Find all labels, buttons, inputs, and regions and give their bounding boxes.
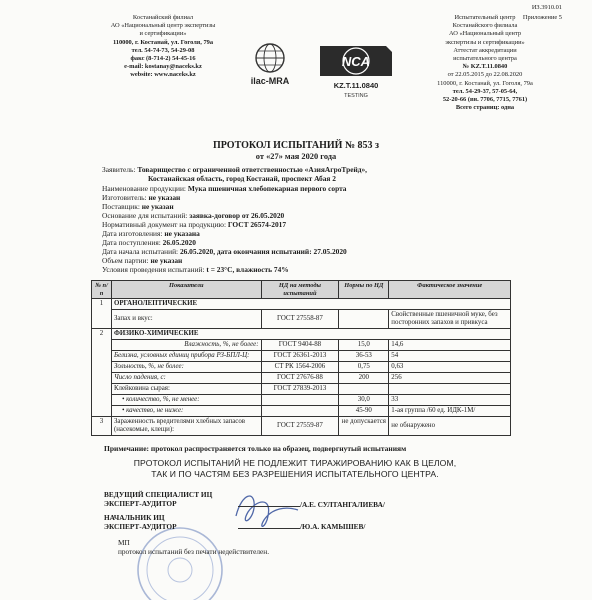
header-line: № KZ.T.11.0840 xyxy=(462,63,508,71)
indicator-name: Запах и вкус: xyxy=(111,310,261,329)
method-standard: СТ РК 1564-2006 xyxy=(261,362,339,373)
signer-1-role xyxy=(104,490,254,508)
field-value: не указана xyxy=(164,229,200,238)
indicator-name: Зольность, %, не более: xyxy=(111,362,261,373)
section-title: ФИЗИКО-ХИМИЧЕСКИЕ xyxy=(111,329,510,340)
signer-role-line: ВЕДУЩИЙ СПЕЦИАЛИСТ ИЦ xyxy=(104,490,213,499)
column-header: НД на методы испытаний xyxy=(261,281,339,299)
actual-value: 33 xyxy=(389,395,511,406)
table-row xyxy=(92,340,511,351)
signer-2-name: /Ю.А. КАМЫШЕВ/ xyxy=(300,522,366,531)
header-line: тел. 54-74-73, 54-29-08 xyxy=(131,46,195,54)
method-standard: ГОСТ 26361-2013 xyxy=(261,351,339,362)
method-standard: ГОСТ 27676-88 xyxy=(261,373,339,384)
column-header: Нормы по НД xyxy=(339,281,389,299)
table-header-row xyxy=(92,281,511,299)
table-row xyxy=(92,384,511,395)
actual-value: Свойственные пшеничной муке, без посторонних запахов и привкуса xyxy=(389,310,511,329)
norm-value: 30,0 xyxy=(339,395,389,406)
header-line: от 22.05.2015 до 22.08.2020 xyxy=(447,71,523,79)
header-line: 110000, г. Костанай, ул. Гоголя, 79а xyxy=(112,38,214,46)
section-number: 3 xyxy=(92,417,112,436)
page-count: Всего страниц: одна xyxy=(455,104,515,112)
actual-value: 256 xyxy=(389,373,511,384)
field-value: ГОСТ 26574-2017 xyxy=(227,220,287,229)
field-value: Товарищество с ограниченной ответственностью «АзияАгроТрейд», xyxy=(137,165,368,174)
actual-value: 14,6 xyxy=(389,340,511,351)
table-row xyxy=(92,406,511,417)
indicator-name: Число падения, с: xyxy=(111,373,261,384)
field-value: t = 23°С, влажность 74% xyxy=(206,265,289,274)
table-row xyxy=(92,299,511,310)
section-number: 2 xyxy=(92,329,112,417)
field-label: Условия проведения испытаний: xyxy=(102,265,205,274)
email-line: e-mail: kostanay@naceks.kz xyxy=(124,63,202,71)
table-row xyxy=(92,362,511,373)
disclaimer-line-2: ТАК И ПО ЧАСТЯМ БЕЗ РАЗРЕШЕНИЯ ИСПЫТАТЕЛЬНОГО ЦЕНТРА. xyxy=(151,469,439,479)
table-row xyxy=(92,310,511,329)
actual-value xyxy=(389,384,511,395)
field-value: 26.05.2020, дата окончания испытаний: 27.05.2020 xyxy=(179,247,347,256)
table-row xyxy=(92,351,511,362)
indicator-name: Зараженность вредителями хлебных запасов (насекомые, клещи): xyxy=(111,417,261,436)
header-line: 52-20-66 (вн. 7706, 7715, 7761) xyxy=(442,96,528,104)
norm-value: 0,75 xyxy=(339,362,389,373)
norm-value: 36-53 xyxy=(339,351,389,362)
disclaimer-line-1: ПРОТОКОЛ ИСПЫТАНИЙ НЕ ПОДЛЕЖИТ ТИРАЖИРОВАНИЮ КАК В ЦЕЛОМ, xyxy=(133,458,457,468)
field-label: Заявитель: xyxy=(102,165,136,174)
field-value: заявка-договор от 26.05.2020 xyxy=(189,211,285,220)
document-reference: ИЗ.3910.01 xyxy=(531,4,562,11)
accreditation-logos xyxy=(236,38,412,102)
norm-value: 15,0 xyxy=(339,340,389,351)
indicator-name: • количество, %, не менее: xyxy=(111,395,261,406)
method-standard: ГОСТ 27559-87 xyxy=(261,417,339,436)
table-row xyxy=(92,395,511,406)
issuer-address-block xyxy=(93,14,233,80)
indicator-name: Влажность, %, не более: xyxy=(111,340,261,351)
testing-center-block xyxy=(420,14,550,112)
norm-value: 200 xyxy=(339,373,389,384)
method-standard: ГОСТ 27558-87 xyxy=(261,310,339,329)
header-line: тел. 54-29-37, 57-05-64, xyxy=(452,87,518,95)
field-value: не указан xyxy=(148,193,181,202)
header-line: и сертификации» xyxy=(139,30,187,38)
header-line: Аттестат аккредитации xyxy=(453,46,517,54)
field-label: Поставщик: xyxy=(102,202,140,211)
field-label: Изготовитель: xyxy=(102,193,147,202)
testing-label: TESTING xyxy=(344,93,368,99)
header-line: факс (8-714-2) 54-45-16 xyxy=(130,55,196,63)
column-header: № п/п xyxy=(92,281,112,299)
field-label: Основание для испытаний: xyxy=(102,211,188,220)
note: Примечание: протокол распространяется только на образец, подвергнутый испытаниям xyxy=(104,444,407,453)
table-row xyxy=(92,329,511,340)
validity-footer: протокол испытаний без печати недействителен. xyxy=(118,547,270,556)
field-label: Дата начала испытаний: xyxy=(102,247,179,256)
field-applicant-address xyxy=(148,175,592,184)
indicator-name: Белизна, условных единиц прибора РЗ-БПЛ-Ц: xyxy=(111,351,261,362)
header-line: испытательного центра xyxy=(453,55,517,63)
signer-role-line: ЭКСПЕРТ-АУДИТОР xyxy=(104,522,177,531)
norm-value: не допускается xyxy=(339,417,389,436)
website-line: website: www.naceks.kz xyxy=(130,71,196,79)
actual-value: не обнаружено xyxy=(389,417,511,436)
section-number: 1 xyxy=(92,299,112,329)
stamp-place-label: МП xyxy=(118,538,130,547)
method-standard: ГОСТ 9404-88 xyxy=(261,340,339,351)
field-value: Мука пшеничная хлебопекарная первого сорта xyxy=(187,184,347,193)
header-line: Костанайский филиал xyxy=(132,14,194,21)
header-line: экспертизы и сертификации» xyxy=(445,38,525,46)
field-value: не указан xyxy=(150,256,183,265)
ilac-text: ilac-MRA xyxy=(250,76,290,86)
method-standard xyxy=(261,395,339,406)
actual-value: 1-ая группа /60 ед. ИДК-1М/ xyxy=(389,406,511,417)
field-label: Дата поступления: xyxy=(102,238,161,247)
field-test-conditions xyxy=(102,266,562,275)
field-label: Нормативный документ на продукцию: xyxy=(102,220,227,229)
signer-2-role xyxy=(104,513,254,531)
registration-number: KZ.T.11.0840 xyxy=(333,81,379,90)
actual-value: 0,63 xyxy=(389,362,511,373)
ilac-mra-logo xyxy=(236,38,412,102)
signer-role-line: НАЧАЛЬНИК ИЦ xyxy=(104,513,165,522)
indicator-name: • качество, не ниже: xyxy=(111,406,261,417)
appendix-label: Приложение 5 xyxy=(522,14,562,21)
column-header: Фактическое значение xyxy=(389,281,511,299)
norm-value: 45-90 xyxy=(339,406,389,417)
field-label: Дата изготовления: xyxy=(102,229,163,238)
indicator-name: Клейковина сырая: xyxy=(111,384,261,395)
table-row xyxy=(92,373,511,384)
document-title: ПРОТОКОЛ ИСПЫТАНИЙ № 853 з xyxy=(212,140,380,151)
method-standard: ГОСТ 27839-2013 xyxy=(261,384,339,395)
field-label: Наименование продукции: xyxy=(102,184,186,193)
norm-value xyxy=(339,310,389,329)
field-value: 26.05.2020 xyxy=(162,238,196,247)
actual-value: 54 xyxy=(389,351,511,362)
field-value: не указан xyxy=(141,202,174,211)
document-date: от «27» мая 2020 года xyxy=(255,152,337,161)
field-label: Объем партии: xyxy=(102,256,149,265)
column-header: Показатели xyxy=(111,281,261,299)
signer-1-name: /А.Е. СУЛТАНГАЛИЕВА/ xyxy=(300,500,385,509)
field-value: Костанайская область, город Костанай, проспект Абая 2 xyxy=(148,174,336,183)
results-table xyxy=(91,280,511,436)
header-line: АО «Национальный центр xyxy=(448,30,522,38)
signer-role-line: ЭКСПЕРТ-АУДИТОР xyxy=(104,499,177,508)
table-row xyxy=(92,417,511,436)
header-line: АО «Национальный центр экспертизы xyxy=(110,22,216,30)
section-title: ОРГАНОЛЕПТИЧЕСКИЕ xyxy=(111,299,510,310)
header-line: 110000, г. Костанай, ул. Гоголя, 79а xyxy=(437,79,533,87)
method-standard xyxy=(261,406,339,417)
header-line: Костанайского филиала xyxy=(452,22,518,30)
header-line: Испытательный центр xyxy=(454,14,516,21)
signature-line xyxy=(238,528,300,529)
signature-line xyxy=(238,506,300,507)
nca-text: NCA xyxy=(341,54,371,69)
norm-value xyxy=(339,384,389,395)
